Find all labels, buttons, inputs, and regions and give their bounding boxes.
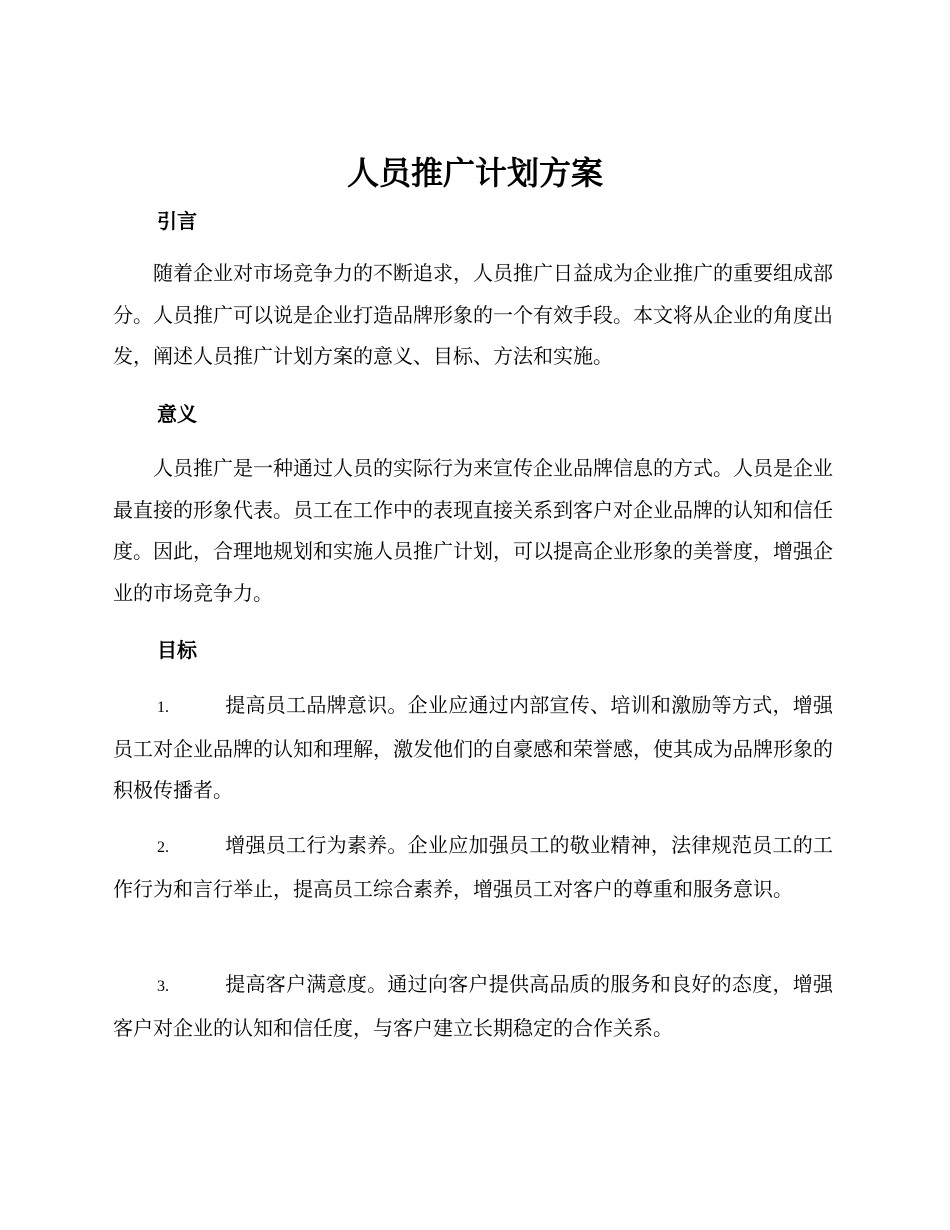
section-heading-significance: 意义 <box>157 402 197 426</box>
document-title: 人员推广计划方案 <box>346 154 603 192</box>
goal-item-text: 提高员工品牌意识。企业应通过内部宣传、培训和激励等方式，增强员工对企业品牌的认知和理解，激发他们的自豪感和荣誉感，使其成为品牌形象的积极传播者。 <box>113 693 833 802</box>
goal-item-number: 1. <box>157 699 169 716</box>
goal-item-number: 3. <box>157 978 169 995</box>
goal-item-text: 提高客户满意度。通过向客户提供高品质的服务和良好的态度，增强客户对企业的认知和信任度，与客户建立长期稳定的合作关系。 <box>113 972 833 1040</box>
goal-list-item <box>113 825 833 910</box>
section-heading-introduction: 引言 <box>157 209 197 233</box>
significance-paragraph: 人员推广是一种通过人员的实际行为来宣传企业品牌信息的方式。人员是企业最直接的形象代表。员工在工作中的表现直接关系到客户对企业品牌的认知和信任度。因此，合理地规划和实施人员推广计划，可以提高企业形象的美誉度，增强企业的市场竞争力。 <box>113 456 833 605</box>
goal-item-number: 2. <box>157 839 169 856</box>
goal-list-item <box>113 964 833 1049</box>
goal-item-text: 增强员工行为素养。企业应加强员工的敬业精神，法律规范员工的工作行为和言行举止，提高员工综合素养，增强员工对客户的尊重和服务意识。 <box>113 833 833 901</box>
introduction-paragraph: 随着企业对市场竞争力的不断追求，人员推广日益成为企业推广的重要组成部分。人员推广可以说是企业打造品牌形象的一个有效手段。本文将从企业的角度出发，阐述人员推广计划方案的意义、目标、方法和实施。 <box>113 261 833 368</box>
goal-list-item <box>113 685 833 812</box>
section-heading-goals: 目标 <box>157 638 197 662</box>
